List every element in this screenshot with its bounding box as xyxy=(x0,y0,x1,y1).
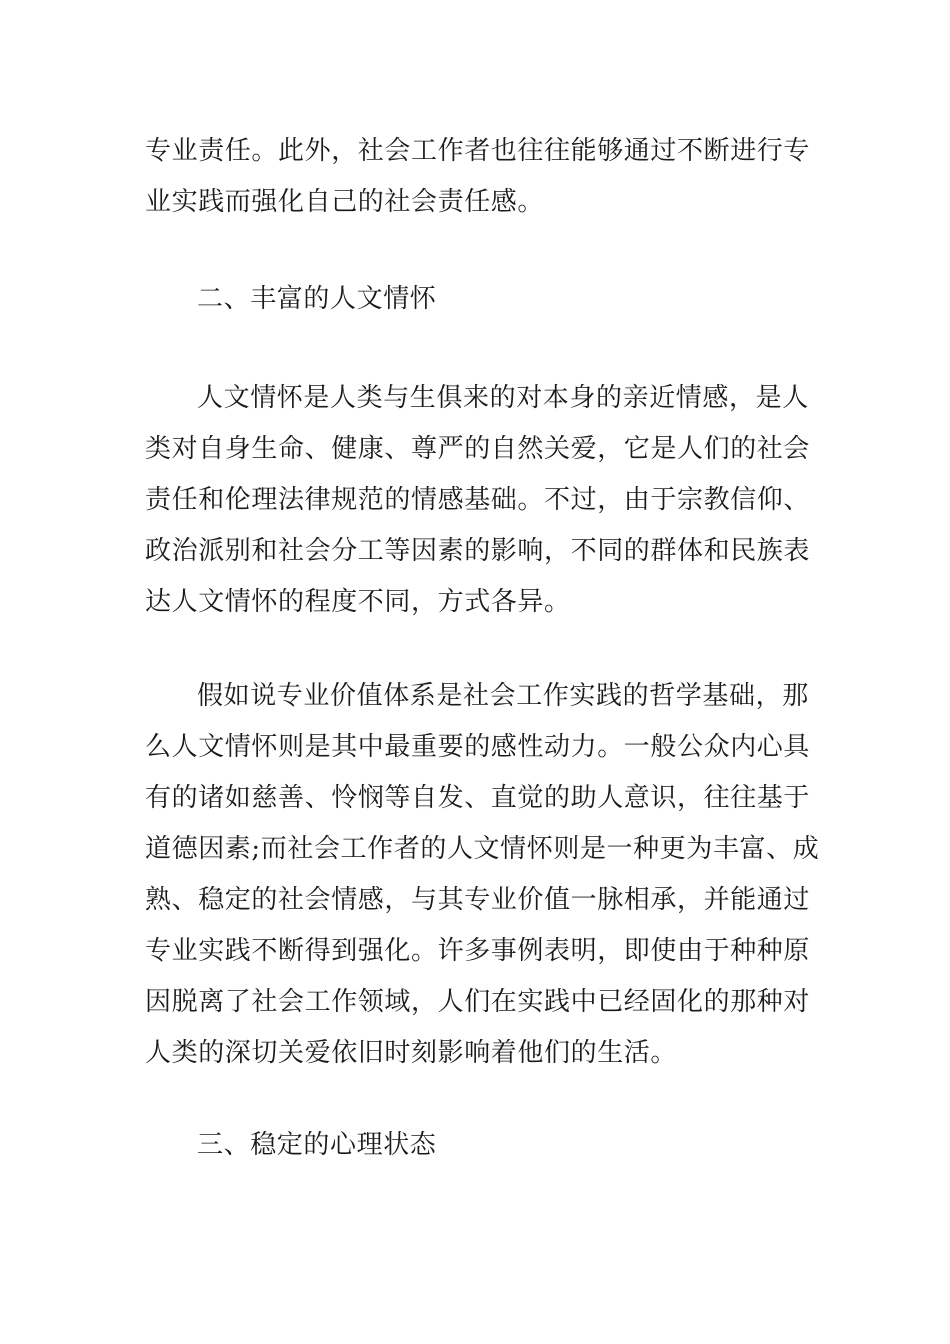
continuation-paragraph xyxy=(145,126,810,228)
paragraph-line: 人文情怀是人类与生俱来的对本身的亲近情感，是人 xyxy=(197,383,809,413)
body-paragraph-1 xyxy=(145,373,810,628)
paragraph-line: 政治派别和社会分工等因素的影响，不同的群体和民族表 xyxy=(145,536,811,566)
paragraph-line: 专业实践不断得到强化。许多事例表明，即使由于种种原 xyxy=(145,936,811,966)
paragraph-line: 道德因素;而社会工作者的人文情怀则是一种更为丰富、成 xyxy=(145,834,820,864)
paragraph-line: 类对自身生命、健康、尊严的自然关爱，它是人们的社会 xyxy=(145,434,811,464)
paragraph-line: 达人文情怀的程度不同，方式各异。 xyxy=(145,587,571,617)
paragraph-line: 因脱离了社会工作领域，人们在实践中已经固化的那种对 xyxy=(145,987,811,1017)
paragraph-line: 责任和伦理法律规范的情感基础。不过，由于宗教信仰、 xyxy=(145,485,811,515)
paragraph-line: 业实践而强化自己的社会责任感。 xyxy=(145,187,545,217)
paragraph-line: 人类的深切关爱依旧时刻影响着他们的生活。 xyxy=(145,1038,678,1068)
section-heading-2: 二、丰富的人文情怀 xyxy=(197,284,437,314)
paragraph-line: 么人文情怀则是其中最重要的感性动力。一般公众内心具 xyxy=(145,732,811,762)
paragraph-line: 熟、稳定的社会情感，与其专业价值一脉相承，并能通过 xyxy=(145,885,811,915)
section-heading-3: 三、稳定的心理状态 xyxy=(197,1130,437,1160)
paragraph-line: 专业责任。此外，社会工作者也往往能够通过不断进行专 xyxy=(145,136,811,166)
body-paragraph-2 xyxy=(145,671,820,1079)
paragraph-line: 假如说专业价值体系是社会工作实践的哲学基础，那 xyxy=(197,681,809,711)
paragraph-line: 有的诸如慈善、怜悯等自发、直觉的助人意识，往往基于 xyxy=(145,783,811,813)
